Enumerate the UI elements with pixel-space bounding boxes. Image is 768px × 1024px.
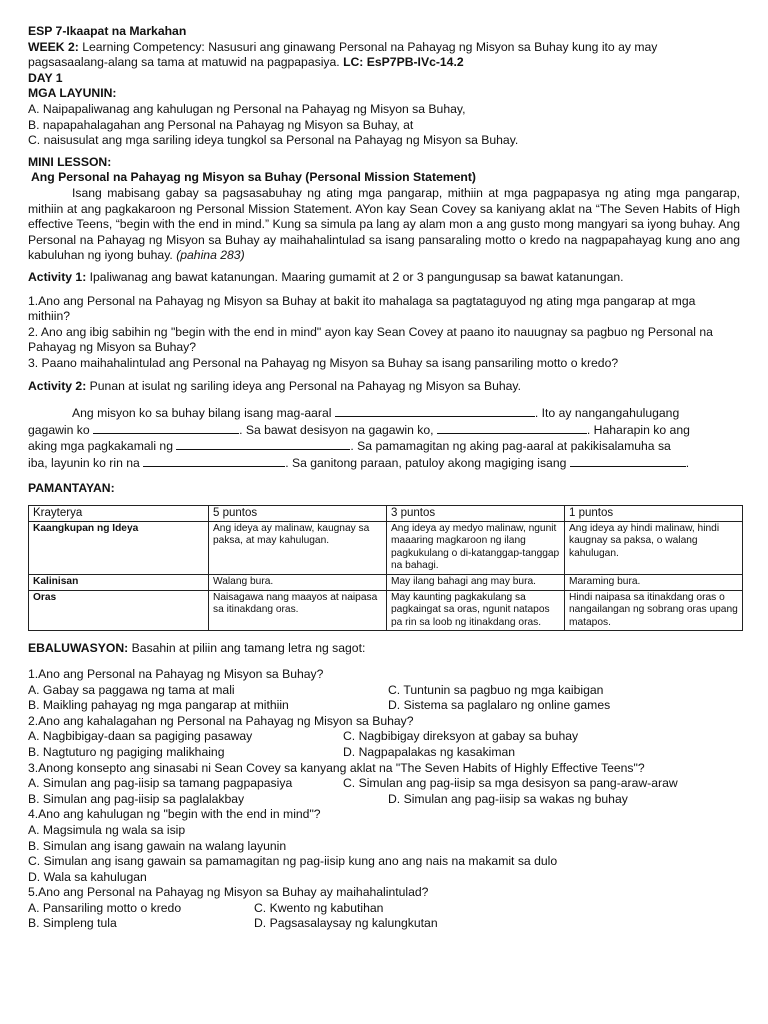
fill-line: [28, 455, 740, 472]
choice-option[interactable]: B. Simulan ang isang gawain na walang layunin: [28, 838, 287, 853]
fill-line: [28, 422, 740, 439]
mini-lesson-paragraph: [28, 186, 740, 264]
page-reference: (pahina 283): [176, 248, 245, 263]
choice-option[interactable]: B. Maikling pahayag ng mga pangarap at mithiin: [28, 698, 289, 713]
mission-fill-in: [28, 405, 740, 471]
rubric-cell: Ang ideya ay malinaw, kaugnay sa paksa, at may kahulugan.: [209, 521, 387, 574]
activity1-instruction: [28, 270, 740, 286]
choice-grid: [28, 729, 740, 760]
blank-field[interactable]: [570, 455, 686, 467]
objectives-heading: MGA LAYUNIN:: [28, 86, 117, 101]
choice-option[interactable]: C. Nagbibigay direksyon at gabay sa buhay: [343, 729, 579, 744]
activity1-question: 3. Paano maihahalintulad ang Personal na Pahayag ng Misyon sa Buhay sa isang pansariling motto o kredo?: [28, 355, 619, 370]
week-text-2: pagsasaalang-alang sa tama at matuwid na pagpapasiya.: [28, 55, 340, 70]
rubric-heading: PAMANTAYAN:: [28, 481, 115, 496]
choice-option[interactable]: C. Simulan ang pag-iisip sa mga desisyon sa pang-araw-araw: [343, 776, 678, 791]
rubric-header-cell: 3 puntos: [387, 506, 565, 522]
rubric-criterion: Oras: [29, 590, 209, 631]
lesson-text: Isang mabisang gabay sa pagsasabuhay ng ating mga pangarap, mithiin at mga pagpapasya ng ating mga pangarap, mithiin at ang pagkakaroon ng Personal Mission Statement. AYon kay Sean Covey sa kaniyang aklat na “The Seven Habits of High effective Teens, “begin with the end in mind.” Kung sa simula pa lang ay alam mon a ang gusto mong mangyari sa iyong buhay. Ang Personal na Pahayag ng Misyon sa Buhay ay maihahalintulad sa isang pansaraling motto o kredo na nagpapahayag kung ano ang kabuluhan ng iyong buhay.: [28, 185, 740, 263]
fill-text: .: [685, 455, 690, 470]
activity2-text: Punan at isulat ng sariling ideya ang Personal na Pahayag ng Misyon sa Buhay.: [89, 379, 521, 394]
rubric-criterion: Kalinisan: [29, 575, 209, 591]
fill-text: . Ito ay nangangahulugang: [534, 406, 680, 421]
rubric-row: [29, 521, 743, 574]
choice-option[interactable]: D. Simulan ang pag-iisip sa wakas ng buhay: [388, 791, 628, 806]
objective-item: A. Naipapaliwanag ang kahulugan ng Personal na Pahayag ng Misyon sa Buhay,: [28, 101, 466, 116]
quiz-question: 2.Ano ang kahalagahan ng Personal na Pahayag ng Misyon sa Buhay?: [28, 713, 414, 728]
rubric-cell: May kaunting pagkakulang sa pagkaingat sa oras, ngunit natapos pa rin sa loob ng itinakdang oras.: [387, 590, 565, 631]
fill-text: . Sa ganitong paraan, patuloy akong magiging isang: [285, 455, 567, 470]
rubric-row: [29, 590, 743, 631]
choice-option[interactable]: D. Nagpapalakas ng kasakiman: [343, 744, 516, 759]
blank-field[interactable]: [143, 455, 285, 467]
rubric-header-cell: 5 puntos: [209, 506, 387, 522]
rubric-table: [28, 505, 743, 631]
evaluation-label: EBALUWASYON:: [28, 641, 129, 656]
activity2-instruction: [28, 379, 740, 395]
choice-option[interactable]: B. Simpleng tula: [28, 916, 117, 931]
quiz-question: 5.Ano ang Personal na Pahayag ng Misyon sa Buhay ay maihahalintulad?: [28, 885, 429, 900]
choice-option[interactable]: A. Gabay sa paggawa ng tama at mali: [28, 682, 235, 697]
blank-field[interactable]: [335, 405, 535, 417]
fill-text: . Haharapin ko ang: [586, 422, 690, 437]
objective-item: C. naisusulat ang mga sariling ideya tungkol sa Personal na Pahayag ng Misyon sa Buhay.: [28, 133, 519, 148]
mini-lesson-heading: MINI LESSON:: [28, 154, 112, 169]
fill-text: . Sa pamamagitan ng aking pag-aaral at pakikisalamuha sa: [350, 439, 671, 454]
rubric-cell: Ang ideya ay medyo malinaw, ngunit maaaring magkaroon ng ilang pagkukulang o di-katanggap-tanggap na bahagi.: [387, 521, 565, 574]
quiz-question: 1.Ano ang Personal na Pahayag ng Misyon sa Buhay?: [28, 666, 324, 681]
rubric-header-cell: Krayterya: [29, 506, 209, 522]
choice-option[interactable]: A. Pansariling motto o kredo: [28, 900, 182, 915]
fill-text: . Sa bawat desisyon na gagawin ko,: [239, 422, 434, 437]
learning-competency-cont: [28, 55, 740, 71]
rubric-cell: May ilang bahagi ang may bura.: [387, 575, 565, 591]
blank-field[interactable]: [437, 422, 587, 434]
activity1-text: Ipaliwanag ang bawat katanungan. Maaring gumamit at 2 or 3 pangungusap sa bawat katanungan.: [89, 269, 624, 284]
choice-option[interactable]: A. Nagbibigay-daan sa pagiging pasaway: [28, 729, 253, 744]
choice-grid: [28, 901, 740, 932]
week-text: Learning Competency: Nasusuri ang ginawang Personal na Pahayag ng Misyon sa Buhay kung ito ay may: [82, 39, 658, 54]
fill-line: [28, 405, 740, 422]
rubric-criterion: Kaangkupan ng Ideya: [29, 521, 209, 574]
lc-code: LC: EsP7PB-IVc-14.2: [343, 55, 464, 70]
rubric-cell: Naisagawa nang maayos at naipasa sa itinakdang oras.: [209, 590, 387, 631]
rubric-cell: Hindi naipasa sa itinakdang oras o nangailangan ng sobrang oras upang matapos.: [565, 590, 743, 631]
fill-line: [28, 438, 740, 455]
choice-option[interactable]: D. Wala sa kahulugan: [28, 869, 147, 884]
fill-text: iba, layunin ko rin na: [28, 455, 140, 470]
activity1-question: 1.Ano ang Personal na Pahayag ng Misyon sa Buhay at bakit ito mahalaga sa pagtataguyod ng ating mga pangarap at mga mithiin?: [28, 293, 696, 324]
choice-option[interactable]: C. Simulan ang isang gawain sa pamamagitan ng pag-iisip kung ano ang nais na makamit sa dulo: [28, 854, 558, 869]
rubric-header-cell: 1 puntos: [565, 506, 743, 522]
activity1-question: 2. Ano ang ibig sabihin ng "begin with the end in mind" ayon kay Sean Covey at paano ito nauugnay sa pagbuo ng Personal na Pahayag ng Misyon sa Buhay?: [28, 324, 713, 355]
activity2-label: Activity 2:: [28, 379, 87, 394]
fill-text: gagawin ko: [28, 422, 90, 437]
choice-option[interactable]: B. Nagtuturo ng pagiging malikhaing: [28, 744, 225, 759]
day-label: DAY 1: [28, 70, 63, 85]
choice-option[interactable]: B. Simulan ang pag-iisip sa paglalakbay: [28, 791, 245, 806]
learning-competency: [28, 40, 740, 56]
worksheet-title: ESP 7-Ikaapat na Markahan: [28, 24, 187, 38]
choice-option[interactable]: C. Tuntunin sa pagbuo ng mga kaibigan: [388, 682, 604, 697]
choice-grid: [28, 776, 740, 807]
choice-option[interactable]: D. Sistema sa paglalaro ng online games: [388, 698, 611, 713]
blank-field[interactable]: [93, 422, 239, 434]
blank-field[interactable]: [176, 438, 350, 450]
rubric-cell: Maraming bura.: [565, 575, 743, 591]
quiz-question: 3.Anong konsepto ang sinasabi ni Sean Covey sa kanyang aklat na "The Seven Habits of Highly Effective Teens"?: [28, 760, 645, 775]
week-label: WEEK 2:: [28, 39, 79, 54]
objective-item: B. napapahalagahan ang Personal na Pahayag ng Misyon sa Buhay, at: [28, 117, 414, 132]
choice-option[interactable]: A. Magsimula ng wala sa isip: [28, 822, 186, 837]
rubric-row: [29, 575, 743, 591]
rubric-cell: Walang bura.: [209, 575, 387, 591]
quiz: [28, 667, 740, 932]
evaluation-text: Basahin at piliin ang tamang letra ng sagot:: [131, 641, 366, 656]
choice-option[interactable]: C. Kwento ng kabutihan: [254, 900, 384, 915]
activity1-label: Activity 1:: [28, 269, 87, 284]
evaluation-instruction: [28, 641, 740, 657]
choice-option[interactable]: A. Simulan ang pag-iisip sa tamang pagpapasiya: [28, 776, 293, 791]
choice-option[interactable]: D. Pagsasalaysay ng kalungkutan: [254, 916, 438, 931]
rubric-header-row: [29, 506, 743, 522]
quiz-question: 4.Ano ang kahulugan ng "begin with the end in mind"?: [28, 807, 321, 822]
rubric-cell: Ang ideya ay hindi malinaw, hindi kaugnay sa paksa, o walang kahulugan.: [565, 521, 743, 574]
mini-lesson-subtitle: Ang Personal na Pahayag ng Misyon sa Buhay (Personal Mission Statement): [31, 170, 476, 185]
fill-text: aking mga pagkakamali ng: [28, 439, 173, 454]
choice-grid: [28, 683, 740, 714]
fill-text: Ang misyon ko sa buhay bilang isang mag-aaral: [72, 406, 332, 421]
